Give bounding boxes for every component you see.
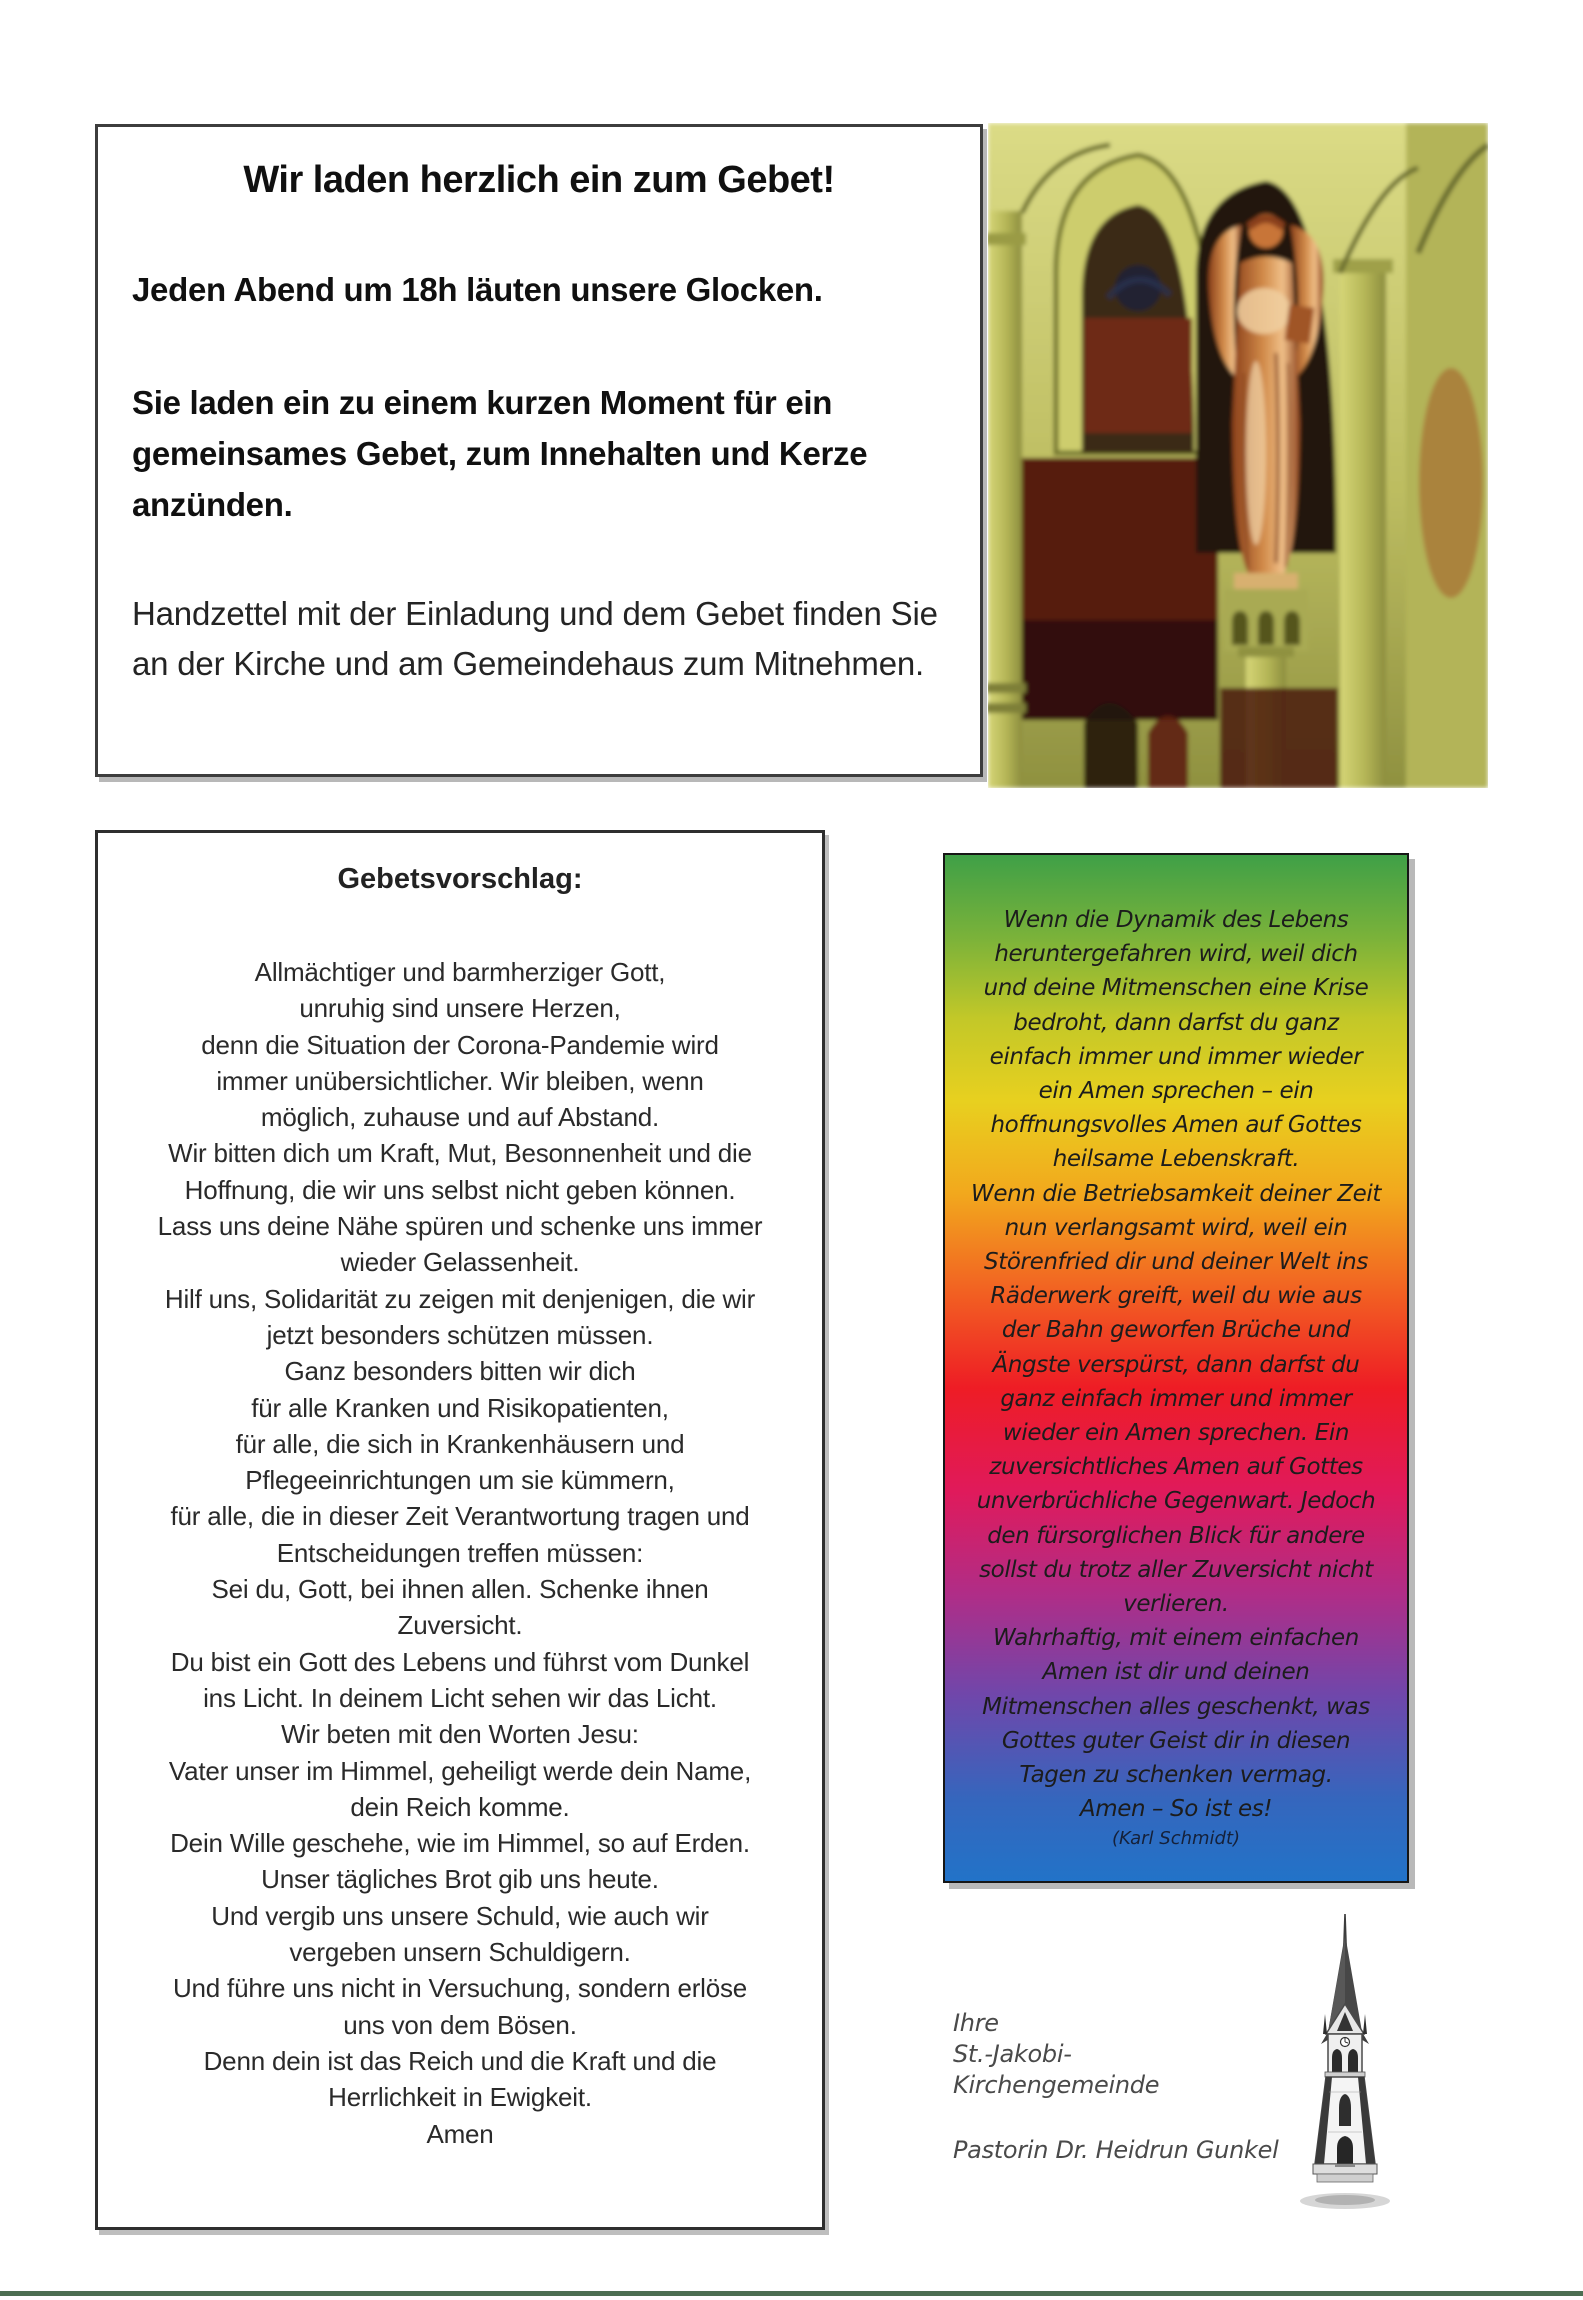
rainbow-quote-line: ganz einfach immer und immer <box>1000 1385 1352 1412</box>
footer-rule <box>0 2291 1583 2296</box>
rainbow-quote-line: ein Amen sprechen – ein <box>1038 1078 1314 1105</box>
prayer-line: Herrlichkeit in Ewigkeit. <box>328 2082 592 2113</box>
rainbow-quote-line: einfach immer und immer wieder <box>989 1043 1363 1070</box>
angel-statue-photo <box>988 123 1488 788</box>
rainbow-quote-line: hoffnungsvolles Amen auf Gottes <box>990 1112 1362 1139</box>
prayer-heading: Gebetsvorschlag: <box>337 863 583 895</box>
prayer-line: Allmächtiger und barmherziger Gott, <box>254 957 666 987</box>
prayer-line: Denn dein ist das Reich und die Kraft und die <box>203 2045 717 2076</box>
rainbow-quote-line: Amen ist dir und deinen <box>1042 1659 1310 1686</box>
rainbow-quote-line: Störenfried dir und deiner Welt ins <box>984 1249 1368 1276</box>
rainbow-quote-line: sollst du trotz aller Zuversicht nicht <box>979 1556 1373 1583</box>
prayer-line: Sei du, Gott, bei ihnen allen. Schenke ihnen <box>211 1574 709 1605</box>
prayer-line: Dein Wille geschehe, wie im Himmel, so auf Erden. <box>170 1828 750 1859</box>
church-tower-illustration <box>1295 1912 1395 2212</box>
pastor-name: Pastorin Dr. Heidrun Gunkel <box>953 2136 1279 2164</box>
signature-line: Kirchengemeinde <box>953 2071 1160 2099</box>
prayer-line: für alle, die in dieser Zeit Verantwortung tragen und <box>170 1501 750 1532</box>
rainbow-quote-line: heruntergefahren wird, weil dich <box>994 941 1358 968</box>
rainbow-quote-line: unverbrüchliche Gegenwart. Jedoch <box>976 1488 1376 1515</box>
rainbow-quote-line: Ängste verspürst, dann darfst du <box>992 1351 1360 1378</box>
rainbow-quote-line: den fürsorglichen Blick für andere <box>987 1522 1365 1549</box>
rainbow-quote-line: Wahrhaftig, mit einem einfachen <box>993 1625 1359 1652</box>
angel-statue-illustration <box>988 123 1488 788</box>
prayer-line: uns von dem Bösen. <box>343 2009 577 2040</box>
rainbow-quote-line: Amen – So ist es! <box>1079 1796 1273 1823</box>
rainbow-quote-line: Wenn die Betriebsamkeit deiner Zeit <box>971 1180 1381 1207</box>
invitation-paragraph-regular: Handzettel mit der Einladung und dem Gebet finden Sie an der Kirche und am Gemeindehaus zum Mitnehmen. <box>132 594 938 682</box>
rainbow-quote-line: nun verlangsamt wird, weil ein <box>1004 1214 1348 1241</box>
quote-attribution: (Karl Schmidt) <box>1111 1828 1241 1850</box>
prayer-line: Pflegeeinrichtungen um sie kümmern, <box>245 1465 675 1496</box>
prayer-line: Ganz besonders bitten wir dich <box>284 1356 636 1387</box>
rainbow-quote-line: bedroht, dann darfst du ganz <box>1013 1009 1339 1036</box>
prayer-line: für alle Kranken und Risikopatienten, <box>251 1392 669 1423</box>
prayer-line: dein Reich komme. <box>350 1791 570 1822</box>
invitation-paragraph-bold: Sie laden ein zu einem kurzen Moment für ein gemeinsames Gebet, zum Innehalten und Kerze anzünden. <box>132 384 868 524</box>
signature-lines <box>953 2008 1323 2101</box>
prayer-line: Wir beten mit den Worten Jesu: <box>281 1719 639 1750</box>
rainbow-quote-box <box>943 853 1409 1883</box>
prayer-line: wieder Gelassenheit. <box>340 1247 580 1278</box>
rainbow-quote-line: Gottes guter Geist dir in diesen <box>1001 1727 1351 1754</box>
prayer-line: Unser tägliches Brot gib uns heute. <box>261 1864 659 1895</box>
rainbow-quote-line: wieder ein Amen sprechen. Ein <box>1002 1420 1350 1447</box>
prayer-line: Zuversicht. <box>397 1610 523 1641</box>
signature-block <box>953 2008 1323 2166</box>
prayer-box <box>95 830 825 2230</box>
rainbow-quote-line: verlieren. <box>1123 1591 1229 1618</box>
invitation-heading: Wir laden herzlich ein zum Gebet! <box>243 159 835 201</box>
rainbow-quote-line: Tagen zu schenken vermag. <box>1019 1762 1333 1789</box>
signature-line: Ihre <box>953 2009 999 2037</box>
prayer-line: Und vergib uns unsere Schuld, wie auch wir <box>211 1900 709 1931</box>
prayer-line: Du bist ein Gott des Lebens und führst vom Dunkel <box>170 1646 750 1677</box>
signature-line: St.-Jakobi- <box>953 2040 1072 2068</box>
rainbow-quote-line: der Bahn geworfen Brüche und <box>1001 1317 1351 1344</box>
prayer-line: vergeben unsern Schuldigern. <box>289 1937 631 1968</box>
rainbow-quote-line: Räderwerk greift, weil du wie aus <box>990 1283 1362 1310</box>
rainbow-quote-line: und deine Mitmenschen eine Krise <box>983 975 1369 1002</box>
prayer-line: Vater unser im Himmel, geheiligt werde dein Name, <box>168 1755 752 1786</box>
prayer-line: jetzt besonders schützen müssen. <box>266 1319 654 1350</box>
invitation-box <box>95 124 983 777</box>
prayer-line: Hoffnung, die wir uns selbst nicht geben können. <box>184 1174 736 1205</box>
prayer-line: Hilf uns, Solidarität zu zeigen mit denjenigen, die wir <box>164 1283 756 1314</box>
prayer-line: Und führe uns nicht in Versuchung, sondern erlöse <box>172 1973 748 2004</box>
prayer-line: Wir bitten dich um Kraft, Mut, Besonnenheit und die <box>168 1138 752 1169</box>
rainbow-quote-line: heilsame Lebenskraft. <box>1052 1146 1300 1173</box>
prayer-line: Amen <box>426 2118 494 2149</box>
invitation-bold-paragraphs <box>132 264 946 531</box>
rainbow-quote-line: Wenn die Dynamik des Lebens <box>1003 907 1349 933</box>
prayer-text <box>108 954 812 2152</box>
prayer-line: Entscheidungen treffen müssen: <box>276 1537 644 1568</box>
rainbow-quote-line: zuversichtliches Amen auf Gottes <box>989 1454 1363 1481</box>
church-tower-drawing <box>1295 1912 1395 2212</box>
prayer-line: immer unübersichtlicher. Wir bleiben, wenn <box>216 1065 704 1096</box>
prayer-line: denn die Situation der Corona-Pandemie wird <box>201 1029 719 1060</box>
prayer-line: ins Licht. In deinem Licht sehen wir das Licht. <box>203 1682 717 1713</box>
rainbow-quote-line: Mitmenschen alles geschenkt, was <box>982 1693 1370 1720</box>
prayer-line: unruhig sind unsere Herzen, <box>299 993 621 1024</box>
invitation-paragraph-bold: Jeden Abend um 18h läuten unsere Glocken. <box>132 271 823 308</box>
prayer-line: Lass uns deine Nähe spüren und schenke uns immer <box>157 1211 763 1242</box>
prayer-line: für alle, die sich in Krankenhäusern und <box>235 1428 685 1459</box>
prayer-line: möglich, zuhause und auf Abstand. <box>260 1102 660 1133</box>
rainbow-quote-text <box>953 903 1399 1826</box>
